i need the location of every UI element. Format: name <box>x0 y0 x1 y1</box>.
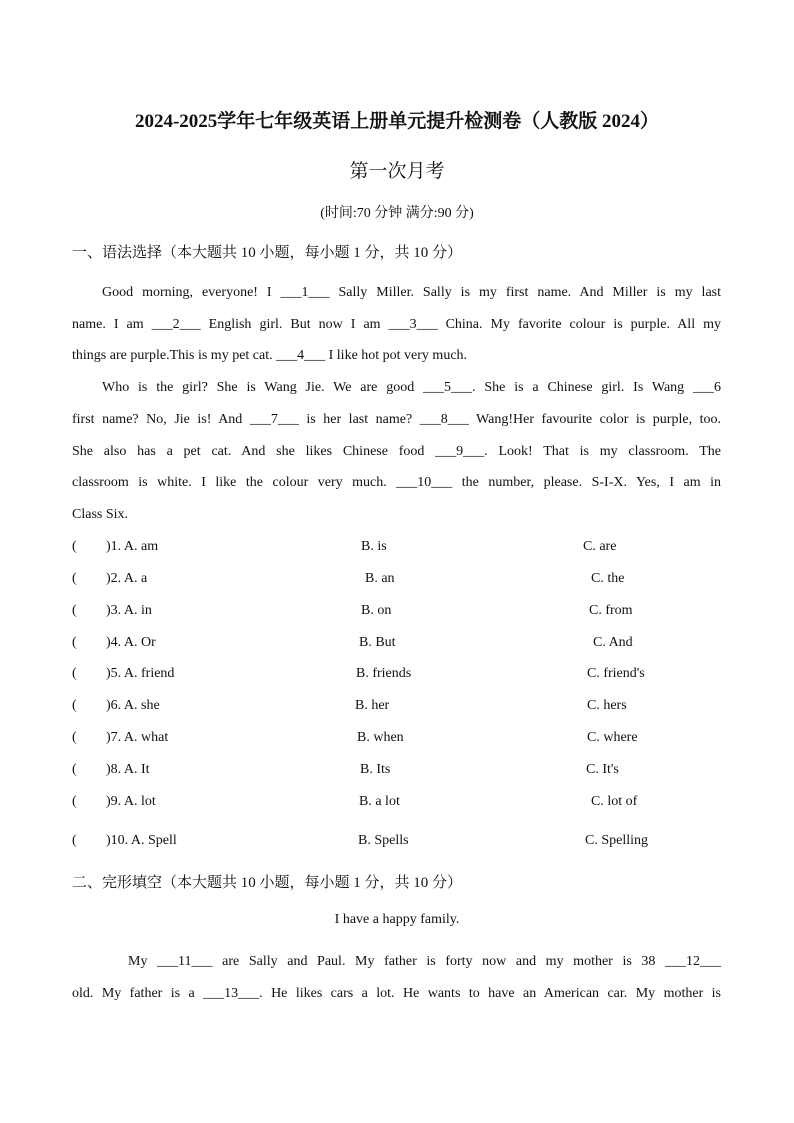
question-3-option-b: B. on <box>361 603 392 618</box>
answer-paren[interactable]: ( <box>72 833 77 848</box>
passage-line: Who is the girl? She is Wang Jie. We are good ___5___. She is a Chinese girl. Is Wang ___6 <box>102 380 721 396</box>
question-8-option-a: )8. A. It <box>106 762 150 777</box>
passage-line: She also has a pet cat. And she likes Chinese food ___9___. Look! That is my classroom. The <box>72 443 721 459</box>
question-6-option-a: )6. A. she <box>106 698 160 713</box>
answer-paren[interactable]: ( <box>72 539 77 554</box>
question-9-option-a: )9. A. lot <box>106 794 156 809</box>
passage-line: Good morning, everyone! I ___1___ Sally Miller. Sally is my first name. And Miller is my last <box>102 285 721 300</box>
question-8-option-b: B. Its <box>360 762 391 777</box>
question-4-option-a: )4. A. Or <box>106 635 156 650</box>
question-7-option-b: B. when <box>357 730 404 745</box>
answer-paren[interactable]: ( <box>72 698 77 713</box>
question-1-option-a: )1. A. am <box>106 539 159 554</box>
answer-paren[interactable]: ( <box>72 603 77 618</box>
answer-paren[interactable]: ( <box>72 794 77 809</box>
question-3-option-c: C. from <box>589 603 633 618</box>
exam-subtitle: 第一次月考 <box>349 161 445 182</box>
question-10-option-b: B. Spells <box>358 833 409 848</box>
question-1-option-b: B. is <box>361 539 387 554</box>
story-title: I have a happy family. <box>334 912 460 927</box>
answer-paren[interactable]: ( <box>72 635 77 650</box>
passage-line: name. I am ___2___ English girl. But now I am ___3___ China. My favorite colour is purple. All my <box>72 316 721 332</box>
question-9-option-c: C. lot of <box>591 794 638 809</box>
passage-line: Class Six. <box>72 506 129 522</box>
question-7-option-a: )7. A. what <box>106 730 169 745</box>
section2-heading: 二、完形填空（本大题共 10 小题，每小题 1 分，共 10 分） <box>72 875 463 891</box>
question-4-option-c: C. And <box>593 635 633 650</box>
question-2-option-c: C. the <box>591 571 625 586</box>
question-6-option-c: C. hers <box>587 698 627 713</box>
question-10-option-c: C. Spelling <box>585 833 649 848</box>
answer-paren[interactable]: ( <box>72 730 77 745</box>
answer-paren[interactable]: ( <box>72 666 77 681</box>
question-5-option-b: B. friends <box>356 666 412 681</box>
passage-line: classroom is white. I like the colour very much. ___10___ the number, please. S-I-X. Yes, I am in <box>72 475 721 491</box>
passage-line: things are purple.This is my pet cat. ___4___ I like hot pot very much. <box>72 348 468 364</box>
question-9-option-b: B. a lot <box>359 794 400 809</box>
question-4-option-b: B. But <box>359 635 396 650</box>
section1-passage <box>72 277 721 531</box>
answer-paren[interactable]: ( <box>72 571 77 586</box>
question-1-option-c: C. are <box>583 539 617 554</box>
question-7-option-c: C. where <box>587 730 638 745</box>
question-8-option-c: C. It's <box>586 762 619 777</box>
passage-line: first name? No, Jie is! And ___7___ is her last name? ___8___ Wang!Her favourite color is purple, too. <box>72 411 721 427</box>
question-6-option-b: B. her <box>355 698 390 713</box>
section1-heading: 一、语法选择（本大题共 10 小题，每小题 1 分，共 10 分） <box>72 245 463 261</box>
page-title: 2024-2025学年七年级英语上册单元提升检测卷（人教版 2024） <box>134 111 660 132</box>
question-5-option-c: C. friend's <box>587 666 645 681</box>
question-5-option-a: )5. A. friend <box>106 666 175 681</box>
question-10-option-a: )10. A. Spell <box>106 833 177 848</box>
passage-line: My ___11___ are Sally and Paul. My father is forty now and my mother is 38 ___12___ <box>128 954 721 969</box>
passage-line: old. My father is a ___13___. He likes cars a lot. He wants to have an American car. My mother is <box>72 985 721 1001</box>
section2-passage <box>72 946 721 1009</box>
question-2-option-b: B. an <box>365 571 395 586</box>
question-3-option-a: )3. A. in <box>106 603 152 618</box>
answer-paren[interactable]: ( <box>72 762 77 777</box>
question-2-option-a: )2. A. a <box>106 571 148 586</box>
time-score-info: (时间:70 分钟 满分:90 分) <box>320 206 474 221</box>
